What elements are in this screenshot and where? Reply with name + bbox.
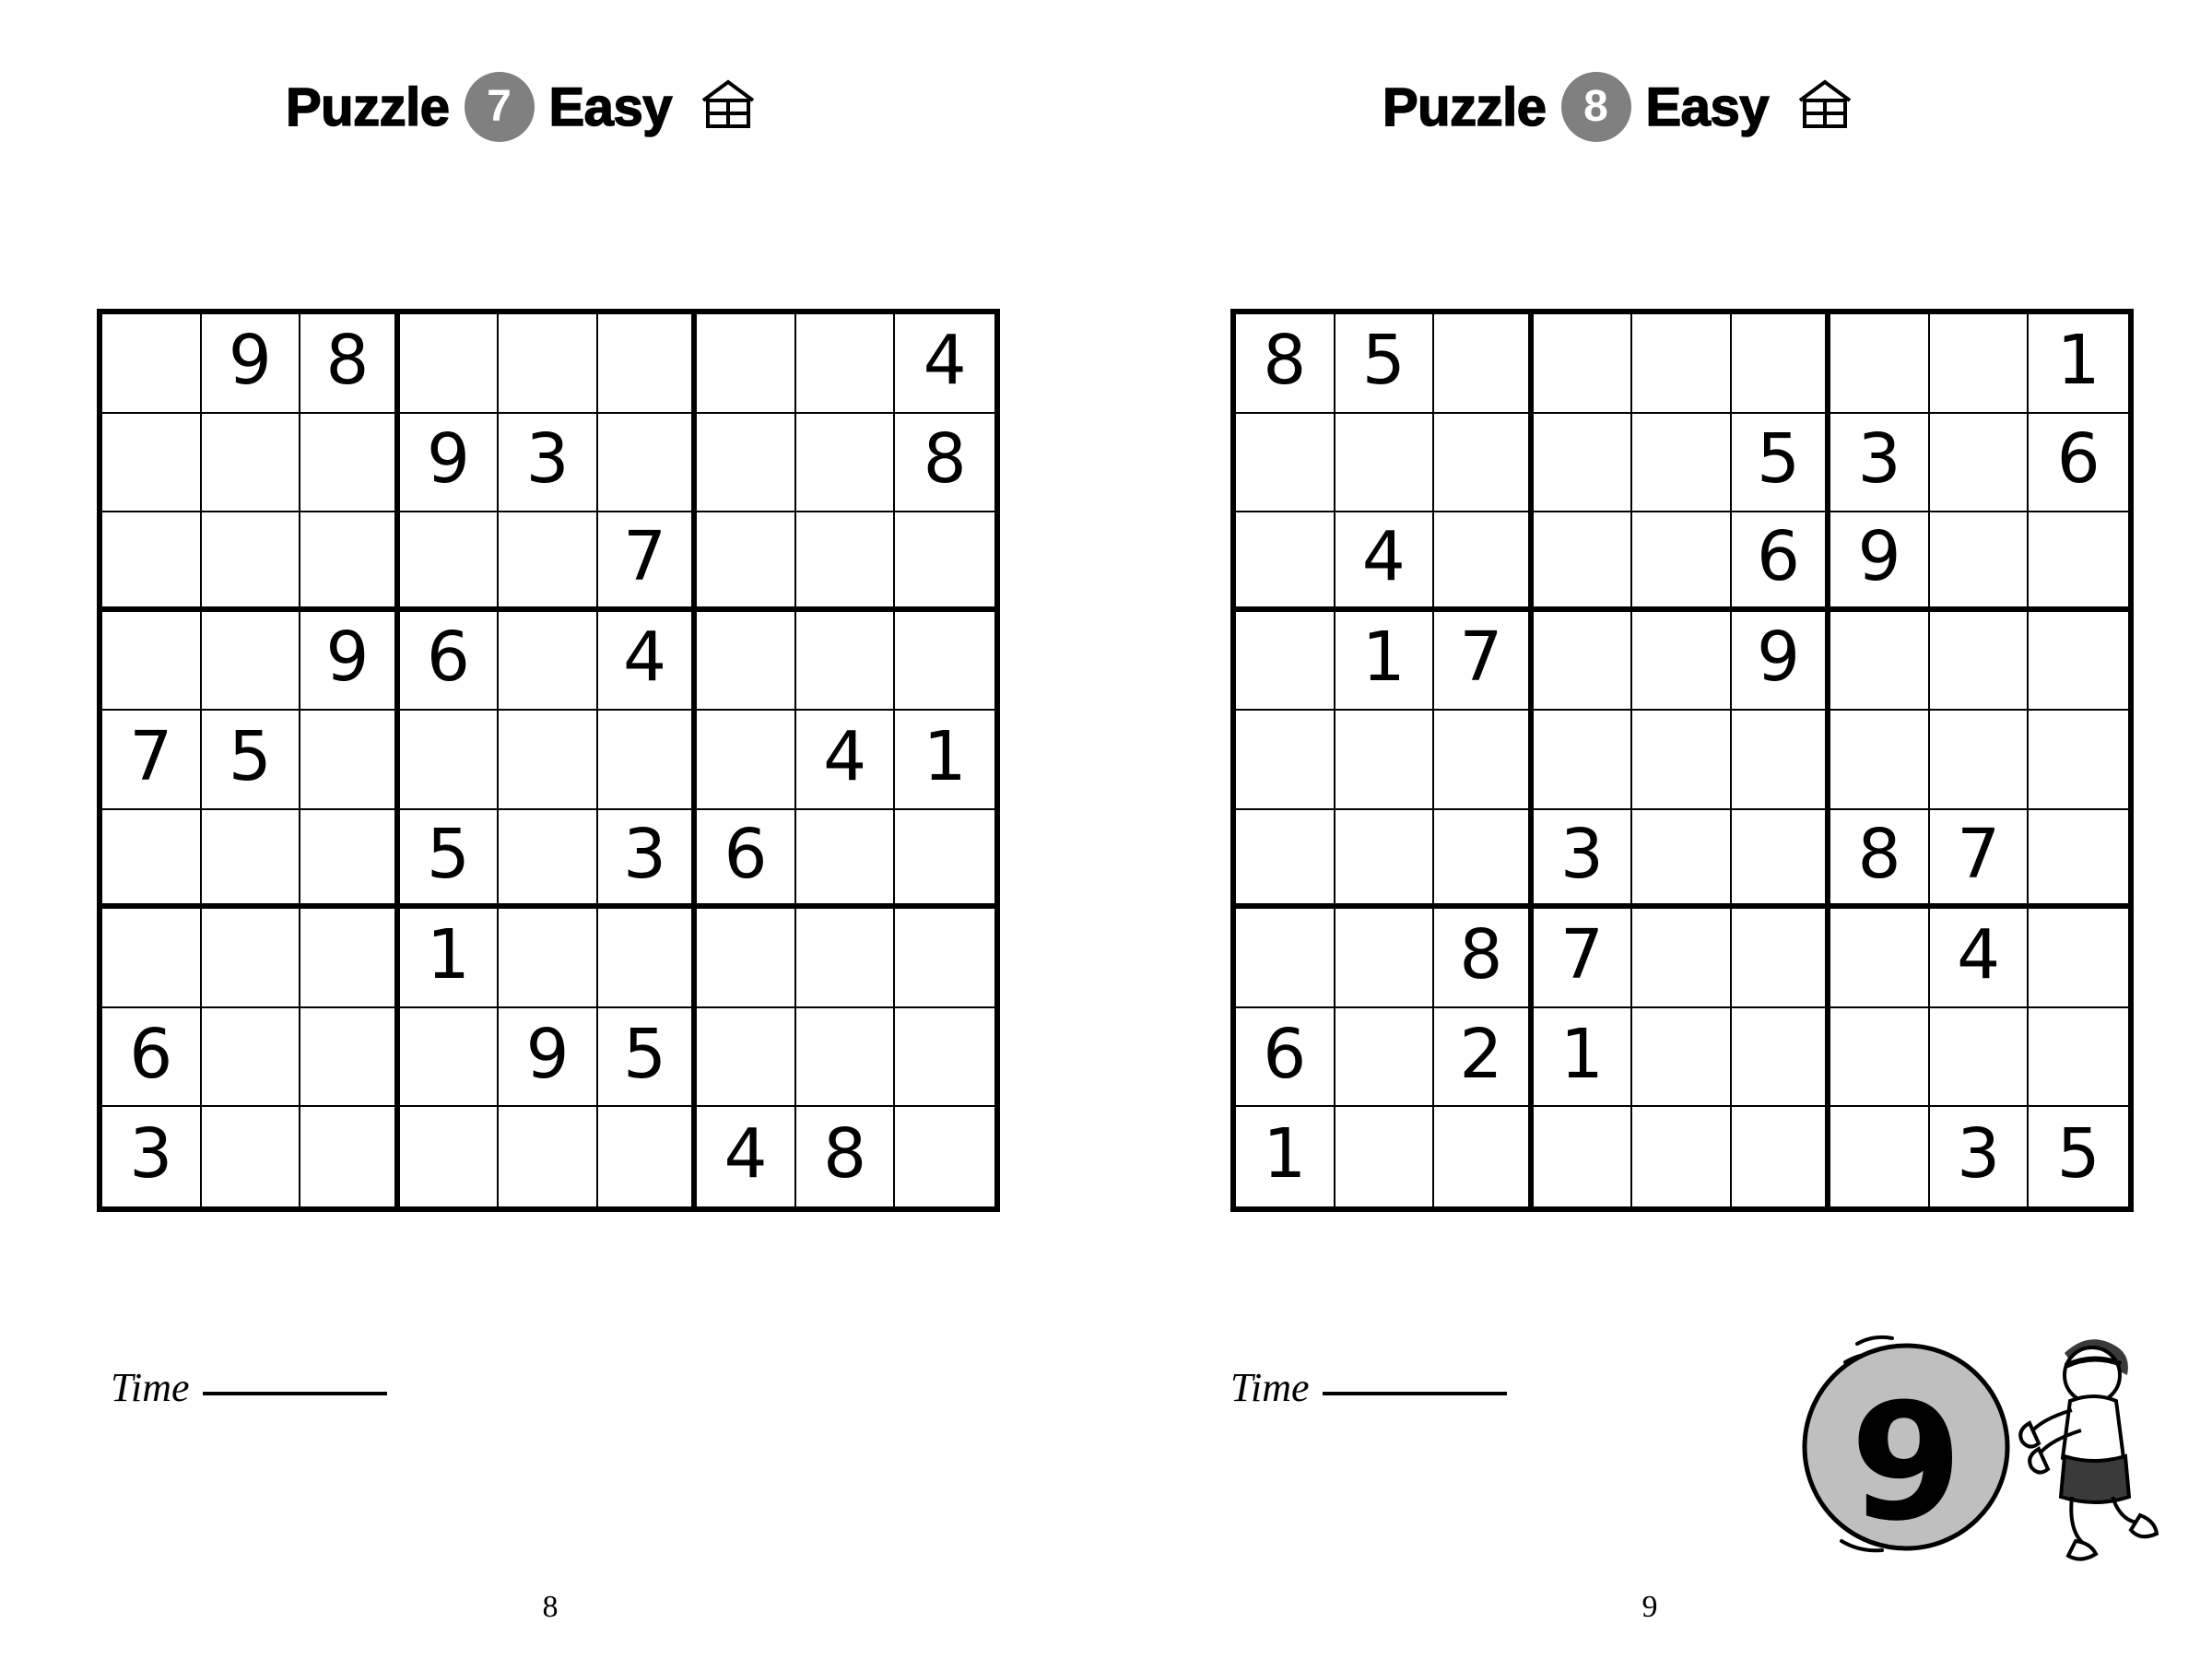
puzzle-label: Puzzle bbox=[1382, 76, 1547, 137]
sudoku-cell[interactable] bbox=[102, 314, 202, 414]
time-entry-right bbox=[1230, 1364, 1507, 1411]
sudoku-cell[interactable] bbox=[1830, 612, 1930, 712]
time-label: Time bbox=[1230, 1365, 1310, 1410]
sudoku-cell[interactable] bbox=[1434, 711, 1534, 810]
sudoku-cell[interactable]: 5 bbox=[202, 711, 301, 810]
sudoku-cell[interactable] bbox=[1930, 512, 2030, 612]
sudoku-cell[interactable] bbox=[102, 909, 202, 1008]
sudoku-cell[interactable] bbox=[1830, 1107, 1930, 1206]
sudoku-cell[interactable] bbox=[400, 711, 500, 810]
sudoku-cell[interactable]: 8 bbox=[300, 314, 400, 414]
sudoku-cell[interactable] bbox=[1335, 414, 1435, 513]
sudoku-cell[interactable] bbox=[300, 711, 400, 810]
sudoku-cell[interactable] bbox=[1236, 612, 1335, 712]
sudoku-cell[interactable] bbox=[499, 711, 598, 810]
sudoku-cell[interactable] bbox=[102, 810, 202, 910]
mascot-illustration bbox=[1788, 1309, 2184, 1585]
sudoku-cell[interactable]: 8 bbox=[1236, 314, 1335, 414]
sudoku-cell[interactable] bbox=[598, 314, 698, 414]
sudoku-cell[interactable]: 9 bbox=[1830, 512, 1930, 612]
time-blank-line[interactable] bbox=[1323, 1391, 1507, 1395]
sudoku-cell[interactable]: 1 bbox=[895, 711, 994, 810]
puzzle-number-badge: 8 bbox=[1561, 72, 1631, 142]
sudoku-cell[interactable] bbox=[895, 810, 994, 910]
sudoku-cell[interactable] bbox=[1236, 711, 1335, 810]
sudoku-cell[interactable]: 4 bbox=[796, 711, 896, 810]
sudoku-cell[interactable]: 4 bbox=[895, 314, 994, 414]
sudoku-cell[interactable] bbox=[1236, 512, 1335, 612]
sudoku-cell[interactable]: 4 bbox=[1335, 512, 1435, 612]
sudoku-cell[interactable] bbox=[1632, 414, 1732, 513]
sudoku-cell[interactable] bbox=[300, 1008, 400, 1108]
sudoku-cell[interactable] bbox=[300, 1107, 400, 1206]
sudoku-cell[interactable] bbox=[400, 1008, 500, 1108]
time-entry-left bbox=[111, 1364, 387, 1411]
sudoku-cell[interactable]: 7 bbox=[598, 512, 698, 612]
sudoku-cell[interactable]: 3 bbox=[499, 414, 598, 513]
sudoku-cell[interactable] bbox=[202, 612, 301, 712]
sudoku-cell[interactable] bbox=[1236, 810, 1335, 910]
page-number-right: 9 bbox=[1641, 1590, 1658, 1624]
sudoku-cell[interactable] bbox=[1732, 1107, 1831, 1206]
time-label: Time bbox=[111, 1365, 190, 1410]
sudoku-cell[interactable] bbox=[1632, 909, 1732, 1008]
sudoku-cell[interactable]: 1 bbox=[1335, 612, 1435, 712]
sudoku-cell[interactable] bbox=[2029, 909, 2128, 1008]
sudoku-cell[interactable] bbox=[202, 909, 301, 1008]
sudoku-cell[interactable] bbox=[1236, 909, 1335, 1008]
sudoku-cell[interactable] bbox=[1830, 314, 1930, 414]
sudoku-cell[interactable] bbox=[1732, 314, 1831, 414]
sudoku-cell[interactable] bbox=[697, 1008, 796, 1108]
sudoku-cell[interactable] bbox=[499, 512, 598, 612]
svg-text:6: 6 bbox=[1850, 1362, 1962, 1549]
sudoku-cell[interactable]: 6 bbox=[1732, 512, 1831, 612]
sudoku-cell[interactable] bbox=[300, 909, 400, 1008]
sudoku-cell[interactable]: 1 bbox=[1236, 1107, 1335, 1206]
sudoku-cell[interactable] bbox=[598, 909, 698, 1008]
sudoku-cell[interactable] bbox=[1930, 1008, 2030, 1108]
sudoku-cell[interactable] bbox=[1830, 711, 1930, 810]
sudoku-cell[interactable] bbox=[400, 314, 500, 414]
difficulty-label: Easy bbox=[548, 76, 672, 137]
sudoku-cell[interactable] bbox=[2029, 1008, 2128, 1108]
sudoku-cell[interactable] bbox=[1534, 314, 1633, 414]
sudoku-cell[interactable]: 8 bbox=[796, 1107, 896, 1206]
sudoku-cell[interactable] bbox=[1434, 314, 1534, 414]
sudoku-cell[interactable]: 7 bbox=[1930, 810, 2030, 910]
sudoku-cell[interactable] bbox=[202, 810, 301, 910]
sudoku-cell[interactable]: 6 bbox=[102, 1008, 202, 1108]
sudoku-cell[interactable] bbox=[796, 612, 896, 712]
sudoku-cell[interactable] bbox=[2029, 612, 2128, 712]
sudoku-cell[interactable]: 3 bbox=[1830, 414, 1930, 513]
sudoku-cell[interactable] bbox=[598, 414, 698, 513]
sudoku-cell[interactable] bbox=[1434, 512, 1534, 612]
sudoku-cell[interactable] bbox=[1930, 711, 2030, 810]
puzzle-number-badge: 7 bbox=[465, 72, 535, 142]
sudoku-cell[interactable] bbox=[796, 810, 896, 910]
sudoku-cell[interactable] bbox=[1830, 1008, 1930, 1108]
sudoku-cell[interactable] bbox=[1335, 711, 1435, 810]
sudoku-cell[interactable] bbox=[697, 414, 796, 513]
sudoku-cell[interactable] bbox=[300, 810, 400, 910]
sudoku-cell[interactable] bbox=[1434, 414, 1534, 513]
sudoku-cell[interactable] bbox=[1732, 1008, 1831, 1108]
puzzle-heading bbox=[286, 72, 757, 142]
sudoku-cell[interactable] bbox=[300, 414, 400, 513]
sudoku-cell[interactable] bbox=[102, 512, 202, 612]
sudoku-cell[interactable]: 5 bbox=[1732, 414, 1831, 513]
sudoku-cell[interactable]: 4 bbox=[598, 612, 698, 712]
sudoku-cell[interactable] bbox=[499, 612, 598, 712]
sudoku-cell[interactable] bbox=[598, 711, 698, 810]
sudoku-cell[interactable] bbox=[1434, 1107, 1534, 1206]
sudoku-cell[interactable] bbox=[697, 612, 796, 712]
sudoku-cell[interactable]: 8 bbox=[895, 414, 994, 513]
sudoku-cell[interactable]: 6 bbox=[1236, 1008, 1335, 1108]
sudoku-cell[interactable]: 1 bbox=[2029, 314, 2128, 414]
sudoku-cell[interactable] bbox=[2029, 711, 2128, 810]
sudoku-cell[interactable] bbox=[598, 1107, 698, 1206]
sudoku-cell[interactable] bbox=[2029, 512, 2128, 612]
sudoku-cell[interactable] bbox=[1732, 810, 1831, 910]
sudoku-cell[interactable] bbox=[1732, 711, 1831, 810]
sudoku-cell[interactable]: 1 bbox=[1534, 1008, 1633, 1108]
sudoku-cell[interactable] bbox=[1236, 414, 1335, 513]
sudoku-cell[interactable] bbox=[1930, 414, 2030, 513]
sudoku-cell[interactable]: 9 bbox=[300, 612, 400, 712]
sudoku-cell[interactable]: 9 bbox=[499, 1008, 598, 1108]
sudoku-cell[interactable] bbox=[1632, 1008, 1732, 1108]
time-blank-line[interactable] bbox=[203, 1391, 387, 1395]
sudoku-cell[interactable]: 9 bbox=[202, 314, 301, 414]
sudoku-cell[interactable] bbox=[895, 1008, 994, 1108]
house-icon bbox=[700, 78, 757, 136]
sudoku-cell[interactable] bbox=[1335, 1008, 1435, 1108]
sudoku-grid-8[interactable] bbox=[1230, 309, 2134, 1212]
sudoku-cell[interactable] bbox=[895, 1107, 994, 1206]
sudoku-cell[interactable]: 3 bbox=[598, 810, 698, 910]
sudoku-cell[interactable] bbox=[1732, 909, 1831, 1008]
sudoku-cell[interactable] bbox=[1930, 612, 2030, 712]
sudoku-cell[interactable] bbox=[1632, 314, 1732, 414]
sudoku-cell[interactable]: 9 bbox=[1732, 612, 1831, 712]
sudoku-cell[interactable]: 7 bbox=[1434, 612, 1534, 712]
sudoku-cell[interactable]: 7 bbox=[102, 711, 202, 810]
sudoku-cell[interactable] bbox=[1632, 512, 1732, 612]
sudoku-cell[interactable] bbox=[400, 1107, 500, 1206]
sudoku-cell[interactable] bbox=[697, 512, 796, 612]
sudoku-cell[interactable] bbox=[400, 512, 500, 612]
sudoku-cell[interactable] bbox=[1632, 1107, 1732, 1206]
sudoku-cell[interactable]: 3 bbox=[1930, 1107, 2030, 1206]
sudoku-cell[interactable] bbox=[499, 810, 598, 910]
sudoku-cell[interactable] bbox=[202, 414, 301, 513]
sudoku-cell[interactable]: 8 bbox=[1830, 810, 1930, 910]
sudoku-cell[interactable]: 6 bbox=[400, 612, 500, 712]
sudoku-cell[interactable]: 5 bbox=[598, 1008, 698, 1108]
sudoku-cell[interactable] bbox=[202, 1008, 301, 1108]
sudoku-cell[interactable] bbox=[796, 314, 896, 414]
sudoku-grid-7[interactable] bbox=[97, 309, 1000, 1212]
sudoku-cell[interactable] bbox=[697, 711, 796, 810]
sudoku-cell[interactable] bbox=[102, 414, 202, 513]
sudoku-cell[interactable] bbox=[1534, 612, 1633, 712]
sudoku-cell[interactable]: 4 bbox=[1930, 909, 2030, 1008]
sudoku-cell[interactable] bbox=[1632, 810, 1732, 910]
sudoku-cell[interactable]: 3 bbox=[1534, 810, 1633, 910]
sudoku-cell[interactable] bbox=[1534, 711, 1633, 810]
sudoku-cell[interactable] bbox=[697, 314, 796, 414]
sudoku-cell[interactable] bbox=[499, 909, 598, 1008]
sudoku-cell[interactable] bbox=[895, 909, 994, 1008]
sudoku-cell[interactable] bbox=[796, 414, 896, 513]
page-number-left: 8 bbox=[542, 1590, 559, 1624]
sudoku-cell[interactable] bbox=[697, 909, 796, 1008]
house-icon bbox=[1796, 78, 1853, 136]
sudoku-cell[interactable] bbox=[796, 909, 896, 1008]
sudoku-cell[interactable] bbox=[202, 1107, 301, 1206]
sudoku-cell[interactable] bbox=[1335, 810, 1435, 910]
sudoku-cell[interactable]: 2 bbox=[1434, 1008, 1534, 1108]
puzzle-page-right bbox=[1106, 0, 2212, 1659]
sudoku-cell[interactable]: 9 bbox=[400, 414, 500, 513]
sudoku-cell[interactable] bbox=[796, 1008, 896, 1108]
sudoku-cell[interactable]: 7 bbox=[1534, 909, 1633, 1008]
sudoku-cell[interactable] bbox=[2029, 810, 2128, 910]
sudoku-cell[interactable]: 6 bbox=[2029, 414, 2128, 513]
sudoku-cell[interactable]: 5 bbox=[400, 810, 500, 910]
sudoku-cell[interactable] bbox=[499, 314, 598, 414]
sudoku-cell[interactable] bbox=[1632, 711, 1732, 810]
sudoku-cell[interactable] bbox=[1335, 1107, 1435, 1206]
sudoku-cell[interactable] bbox=[1434, 810, 1534, 910]
difficulty-label: Easy bbox=[1645, 76, 1769, 137]
sudoku-cell[interactable] bbox=[1830, 909, 1930, 1008]
sudoku-cell[interactable] bbox=[1335, 909, 1435, 1008]
sudoku-cell[interactable]: 4 bbox=[697, 1107, 796, 1206]
sudoku-cell[interactable] bbox=[202, 512, 301, 612]
sudoku-cell[interactable] bbox=[102, 612, 202, 712]
sudoku-cell[interactable]: 5 bbox=[2056, 1114, 2100, 1194]
puzzle-heading bbox=[1382, 72, 1853, 142]
sudoku-cell[interactable]: 1 bbox=[400, 909, 500, 1008]
sudoku-cell[interactable] bbox=[1534, 512, 1633, 612]
sudoku-cell[interactable]: 5 bbox=[1335, 314, 1435, 414]
sudoku-cell[interactable] bbox=[499, 1107, 598, 1206]
sudoku-cell[interactable] bbox=[1930, 314, 2030, 414]
sudoku-cell[interactable]: 3 bbox=[102, 1107, 202, 1206]
sudoku-cell[interactable] bbox=[1534, 1107, 1633, 1206]
puzzle-label: Puzzle bbox=[286, 76, 450, 137]
sudoku-cell[interactable] bbox=[895, 612, 994, 712]
sudoku-cell[interactable] bbox=[1534, 414, 1633, 513]
sudoku-cell[interactable]: 8 bbox=[1434, 909, 1534, 1008]
sudoku-cell[interactable] bbox=[796, 512, 896, 612]
sudoku-cell[interactable] bbox=[1632, 612, 1732, 712]
sudoku-cell[interactable]: 6 bbox=[697, 810, 796, 910]
sudoku-cell[interactable] bbox=[895, 512, 994, 612]
sudoku-cell[interactable] bbox=[300, 512, 400, 612]
